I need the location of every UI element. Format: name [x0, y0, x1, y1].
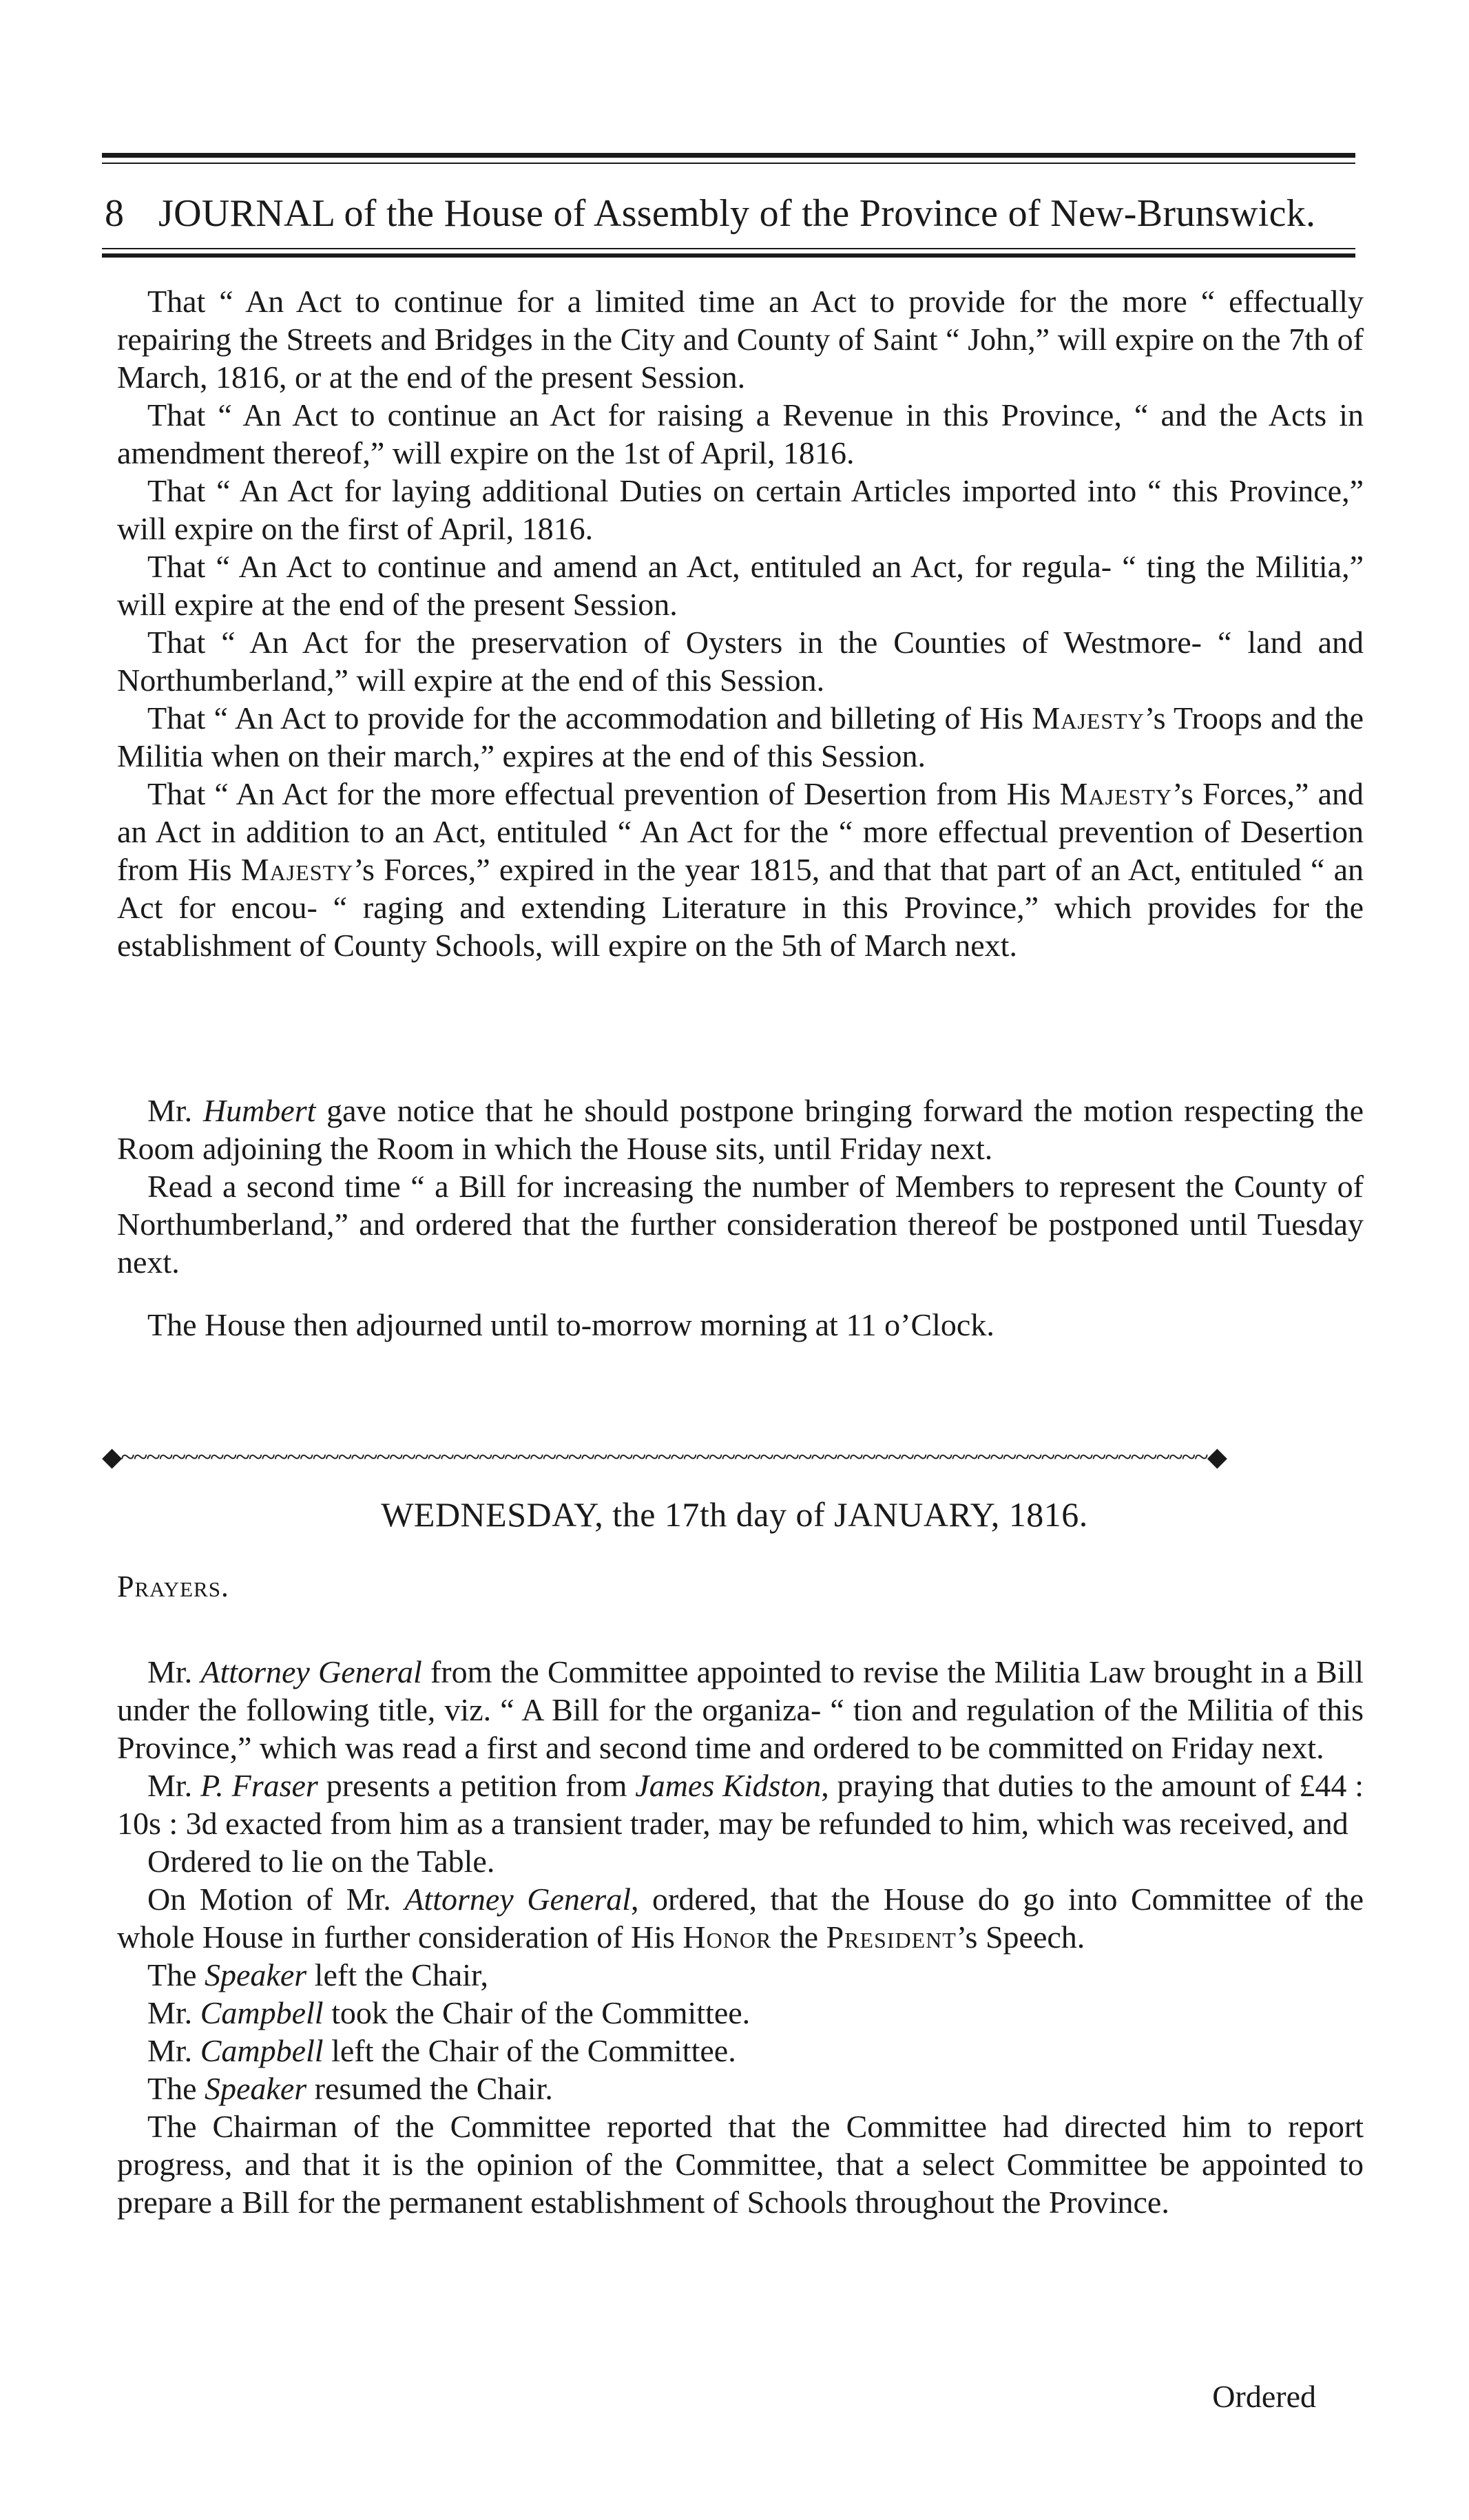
text-run: ’s Troops and the Militia when on their march,” expires at the end of this Session.	[117, 700, 1364, 773]
adjournment-line: The House then adjourned until to-morrow morning at 11 o’Clock.	[147, 1307, 994, 1342]
paragraph	[117, 2070, 1364, 2107]
text-run: Mr.	[147, 1093, 203, 1128]
text-run: took the Chair of the Committee.	[323, 1995, 751, 2030]
text-run: resumed the Chair.	[306, 2071, 553, 2106]
paragraph: The Chairman of the Committee reported that the Committee had directed him to report progress, and that it is the opinion of the Committee, that a select Committee be appointed to prepare a Bill for the permanent establishment of Schools throughout the Province.	[117, 2109, 1364, 2220]
ornamental-divider: ◆~~~~~~~~~~~~~~~~~~~~~~~~~~~~~~~~~~~~~~~~~~~~~~~~~~~~~~~~~~~~~~~~~~~~~~~~~~~~~~~~~~~~~◆	[102, 1444, 1226, 1471]
member-name: P. Fraser	[200, 1768, 318, 1803]
paragraph	[117, 699, 1364, 775]
member-name: Campbell	[200, 1995, 324, 2030]
text-run: left the Chair,	[306, 1957, 489, 1992]
header-rule-top-thin	[102, 163, 1355, 164]
paragraph	[117, 1092, 1364, 1167]
spacer	[117, 1281, 1364, 1306]
paragraph: Read a second time “ a Bill for increasing the number of Members to represent the County of Northumberland,” and ordered that the further consideration thereof be postponed until Tuesday next.	[117, 1169, 1364, 1280]
paragraph: That “ An Act to continue and amend an Act, entituled an Act, for regula- “ ting the Militia,” will expire at the end of the present Session.	[117, 549, 1364, 622]
running-header	[102, 185, 1355, 242]
member-name: Speaker	[205, 2071, 307, 2106]
prayers-heading: Prayers.	[117, 1570, 229, 1603]
paragraph	[117, 1994, 1364, 2032]
header-rule-bottom-thin	[102, 248, 1355, 249]
text-run: Majesty	[240, 852, 354, 887]
text-run: The	[147, 2071, 205, 2106]
member-name: Attorney General	[404, 1882, 631, 1917]
text-run: Mr.	[147, 1768, 201, 1803]
paragraph	[117, 2032, 1364, 2070]
text-run: Majesty	[1032, 700, 1145, 736]
paragraph: That “ An Act for the preservation of Oysters in the Counties of Westmore- “ land and Northumberland,” will expire at the end of this Session.	[117, 625, 1364, 698]
text-run: presents a petition from	[317, 1768, 636, 1803]
date-heading: WEDNESDAY, the 17th day of JANUARY, 1816.	[381, 1495, 1088, 1534]
member-name: Humbert	[202, 1093, 316, 1128]
member-name: Attorney General	[200, 1654, 422, 1689]
text-run: ’s Speech.	[956, 1919, 1085, 1955]
text-run: Mr.	[147, 1995, 200, 2030]
text-run: gave notice that he should postpone bringing forward the motion respecting the Room adjoining the Room in which the House sits, until Friday next.	[117, 1093, 1364, 1166]
text-run: left the Chair of the Committee.	[323, 2033, 736, 2068]
paragraph: That “ An Act for laying additional Duties on certain Articles imported into “ this Province,” will expire on the first of April, 1816.	[117, 473, 1364, 546]
expiring-acts-section	[117, 282, 1364, 964]
proceedings-section	[117, 1653, 1364, 2221]
catchword: Ordered	[1212, 2379, 1316, 2414]
paragraph: That “ An Act to continue an Act for raising a Revenue in this Province, “ and the Acts in amendment thereof,” will expire on the 1st of April, 1816.	[117, 397, 1364, 470]
text-run: Majesty	[1059, 776, 1173, 811]
text-run: the	[771, 1919, 826, 1955]
text-run: Honor	[683, 1919, 772, 1955]
text-run: from the Committee appointed to revise the Militia Law brought in a Bill under the following title, viz. “ A Bill for the organiza- “ tion and regulation of the Militia of this Province,” which was read a first and second time and ordered to be committed on Friday next.	[117, 1654, 1364, 1765]
text-run: That “ An Act for the more effectual prevention of Desertion from His	[147, 776, 1060, 811]
header-rule-bottom-thick	[102, 253, 1355, 258]
text-run: ’s Forces,” expired in the year 1815, and that that part of an Act, entituled “ an Act for encou- “ raging and extending Literature in this Province,” which provides for the establishment of County Schools, will expire on the 5th of March next.	[117, 852, 1364, 963]
text-run: Mr.	[147, 1654, 201, 1689]
text-run: , ordered, that the House do go into Committee of the whole House in further consideration of His	[117, 1882, 1364, 1955]
paragraph	[117, 775, 1364, 964]
text-run: President	[826, 1919, 957, 1955]
paragraph: That “ An Act to continue for a limited time an Act to provide for the more “ effectually repairing the Streets and Bridges in the City and County of Saint “ John,” will expire on the 7th of March, 1816, or at the end of the present Session.	[117, 284, 1364, 395]
text-run: , praying that duties to the amount of £44 : 10s : 3d exacted from him as a transient trader, may be refunded to him, which was received, and	[117, 1768, 1364, 1841]
paragraph	[117, 1880, 1364, 1956]
petitioner-name: James Kidston	[635, 1768, 822, 1803]
member-name: Campbell	[200, 2033, 324, 2068]
text-run: That “ An Act to provide for the accommodation and billeting of His	[147, 700, 1032, 736]
member-name: Speaker	[205, 1957, 307, 1992]
text-run: The	[147, 1957, 205, 1992]
text-run: Mr.	[147, 2033, 200, 2068]
paragraph	[117, 1767, 1364, 1842]
paragraph	[117, 1653, 1364, 1767]
text-run: ’s Forces,” and an Act in addition to an Act, entituled “ An Act for the “ more effectual prevention of Desertion from His	[117, 776, 1364, 887]
journal-title: JOURNAL of the House of Assembly of the Province of New-Brunswick.	[158, 192, 1316, 235]
text-run: On Motion of Mr.	[147, 1882, 405, 1917]
paragraph	[117, 1956, 1364, 1994]
motions-section	[117, 1092, 1364, 1344]
page-number: 8	[105, 192, 124, 235]
header-rule-top-thick	[102, 153, 1355, 158]
paragraph: Ordered to lie on the Table.	[147, 1844, 495, 1879]
